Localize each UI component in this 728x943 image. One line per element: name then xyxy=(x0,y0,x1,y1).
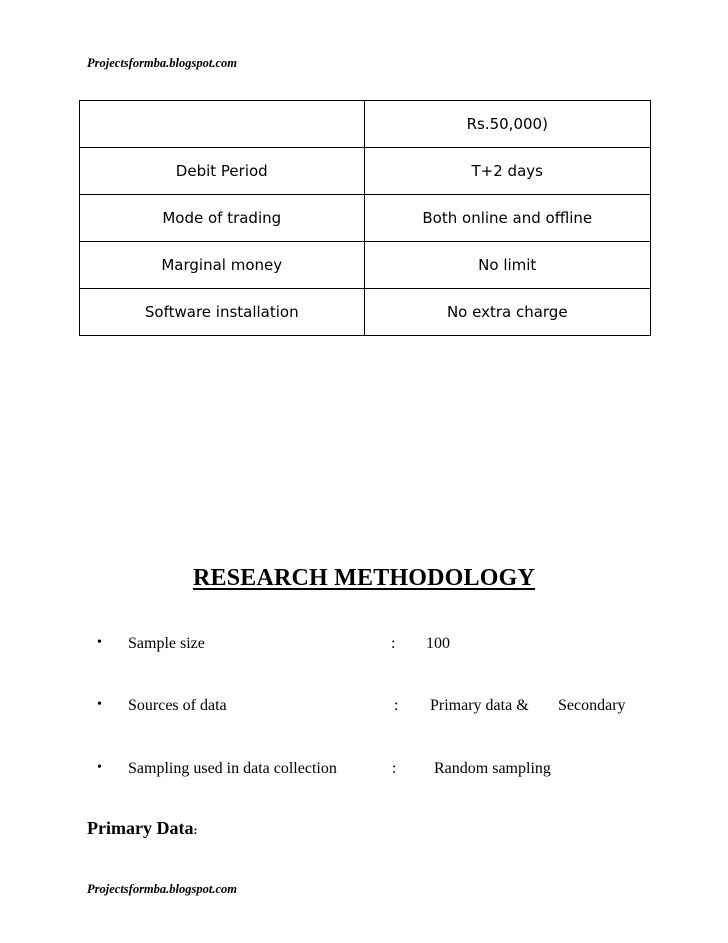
footer-site-url: Projectsformba.blogspot.com xyxy=(87,882,237,896)
bullet-icon: • xyxy=(97,760,102,775)
table-cell-value: No extra charge xyxy=(364,289,651,336)
table-cell-label: Debit Period xyxy=(80,148,365,195)
primary-data-heading-text: Primary Data xyxy=(87,818,194,838)
item-value-secondary: Secondary xyxy=(558,697,626,714)
header-site-url: Projectsformba.blogspot.com xyxy=(87,56,237,70)
table-cell-value: T+2 days xyxy=(364,148,651,195)
table-cell-label xyxy=(80,101,365,148)
item-colon: : xyxy=(392,760,397,777)
table-cell-value: Both online and offline xyxy=(364,195,651,242)
table-cell-label: Mode of trading xyxy=(80,195,365,242)
table-cell-value: Rs.50,000) xyxy=(364,101,651,148)
table-cell-label: Software installation xyxy=(80,289,365,336)
list-item xyxy=(0,635,728,657)
table-row xyxy=(80,242,651,289)
item-label: Sources of data xyxy=(128,697,227,714)
table-cell-label: Marginal money xyxy=(80,242,365,289)
item-colon: : xyxy=(391,635,396,652)
item-value: 100 xyxy=(426,635,450,652)
item-value: Random sampling xyxy=(434,760,551,777)
list-item xyxy=(0,697,728,719)
bullet-icon: • xyxy=(97,635,102,650)
item-label: Sample size xyxy=(128,635,205,652)
item-colon: : xyxy=(394,697,399,714)
section-title-text: RESEARCH METHODOLOGY xyxy=(192,565,536,591)
primary-data-heading xyxy=(87,818,197,839)
section-title xyxy=(0,565,728,592)
table-row xyxy=(80,195,651,242)
item-label: Sampling used in data collection xyxy=(128,760,337,777)
list-item xyxy=(0,760,728,782)
table-row xyxy=(80,101,651,148)
table-cell-value: No limit xyxy=(364,242,651,289)
table-row xyxy=(80,289,651,336)
bullet-icon: • xyxy=(97,697,102,712)
item-value: Primary data & xyxy=(430,697,529,714)
table-row xyxy=(80,148,651,195)
primary-data-heading-colon: : xyxy=(193,823,198,837)
details-table xyxy=(79,100,651,336)
